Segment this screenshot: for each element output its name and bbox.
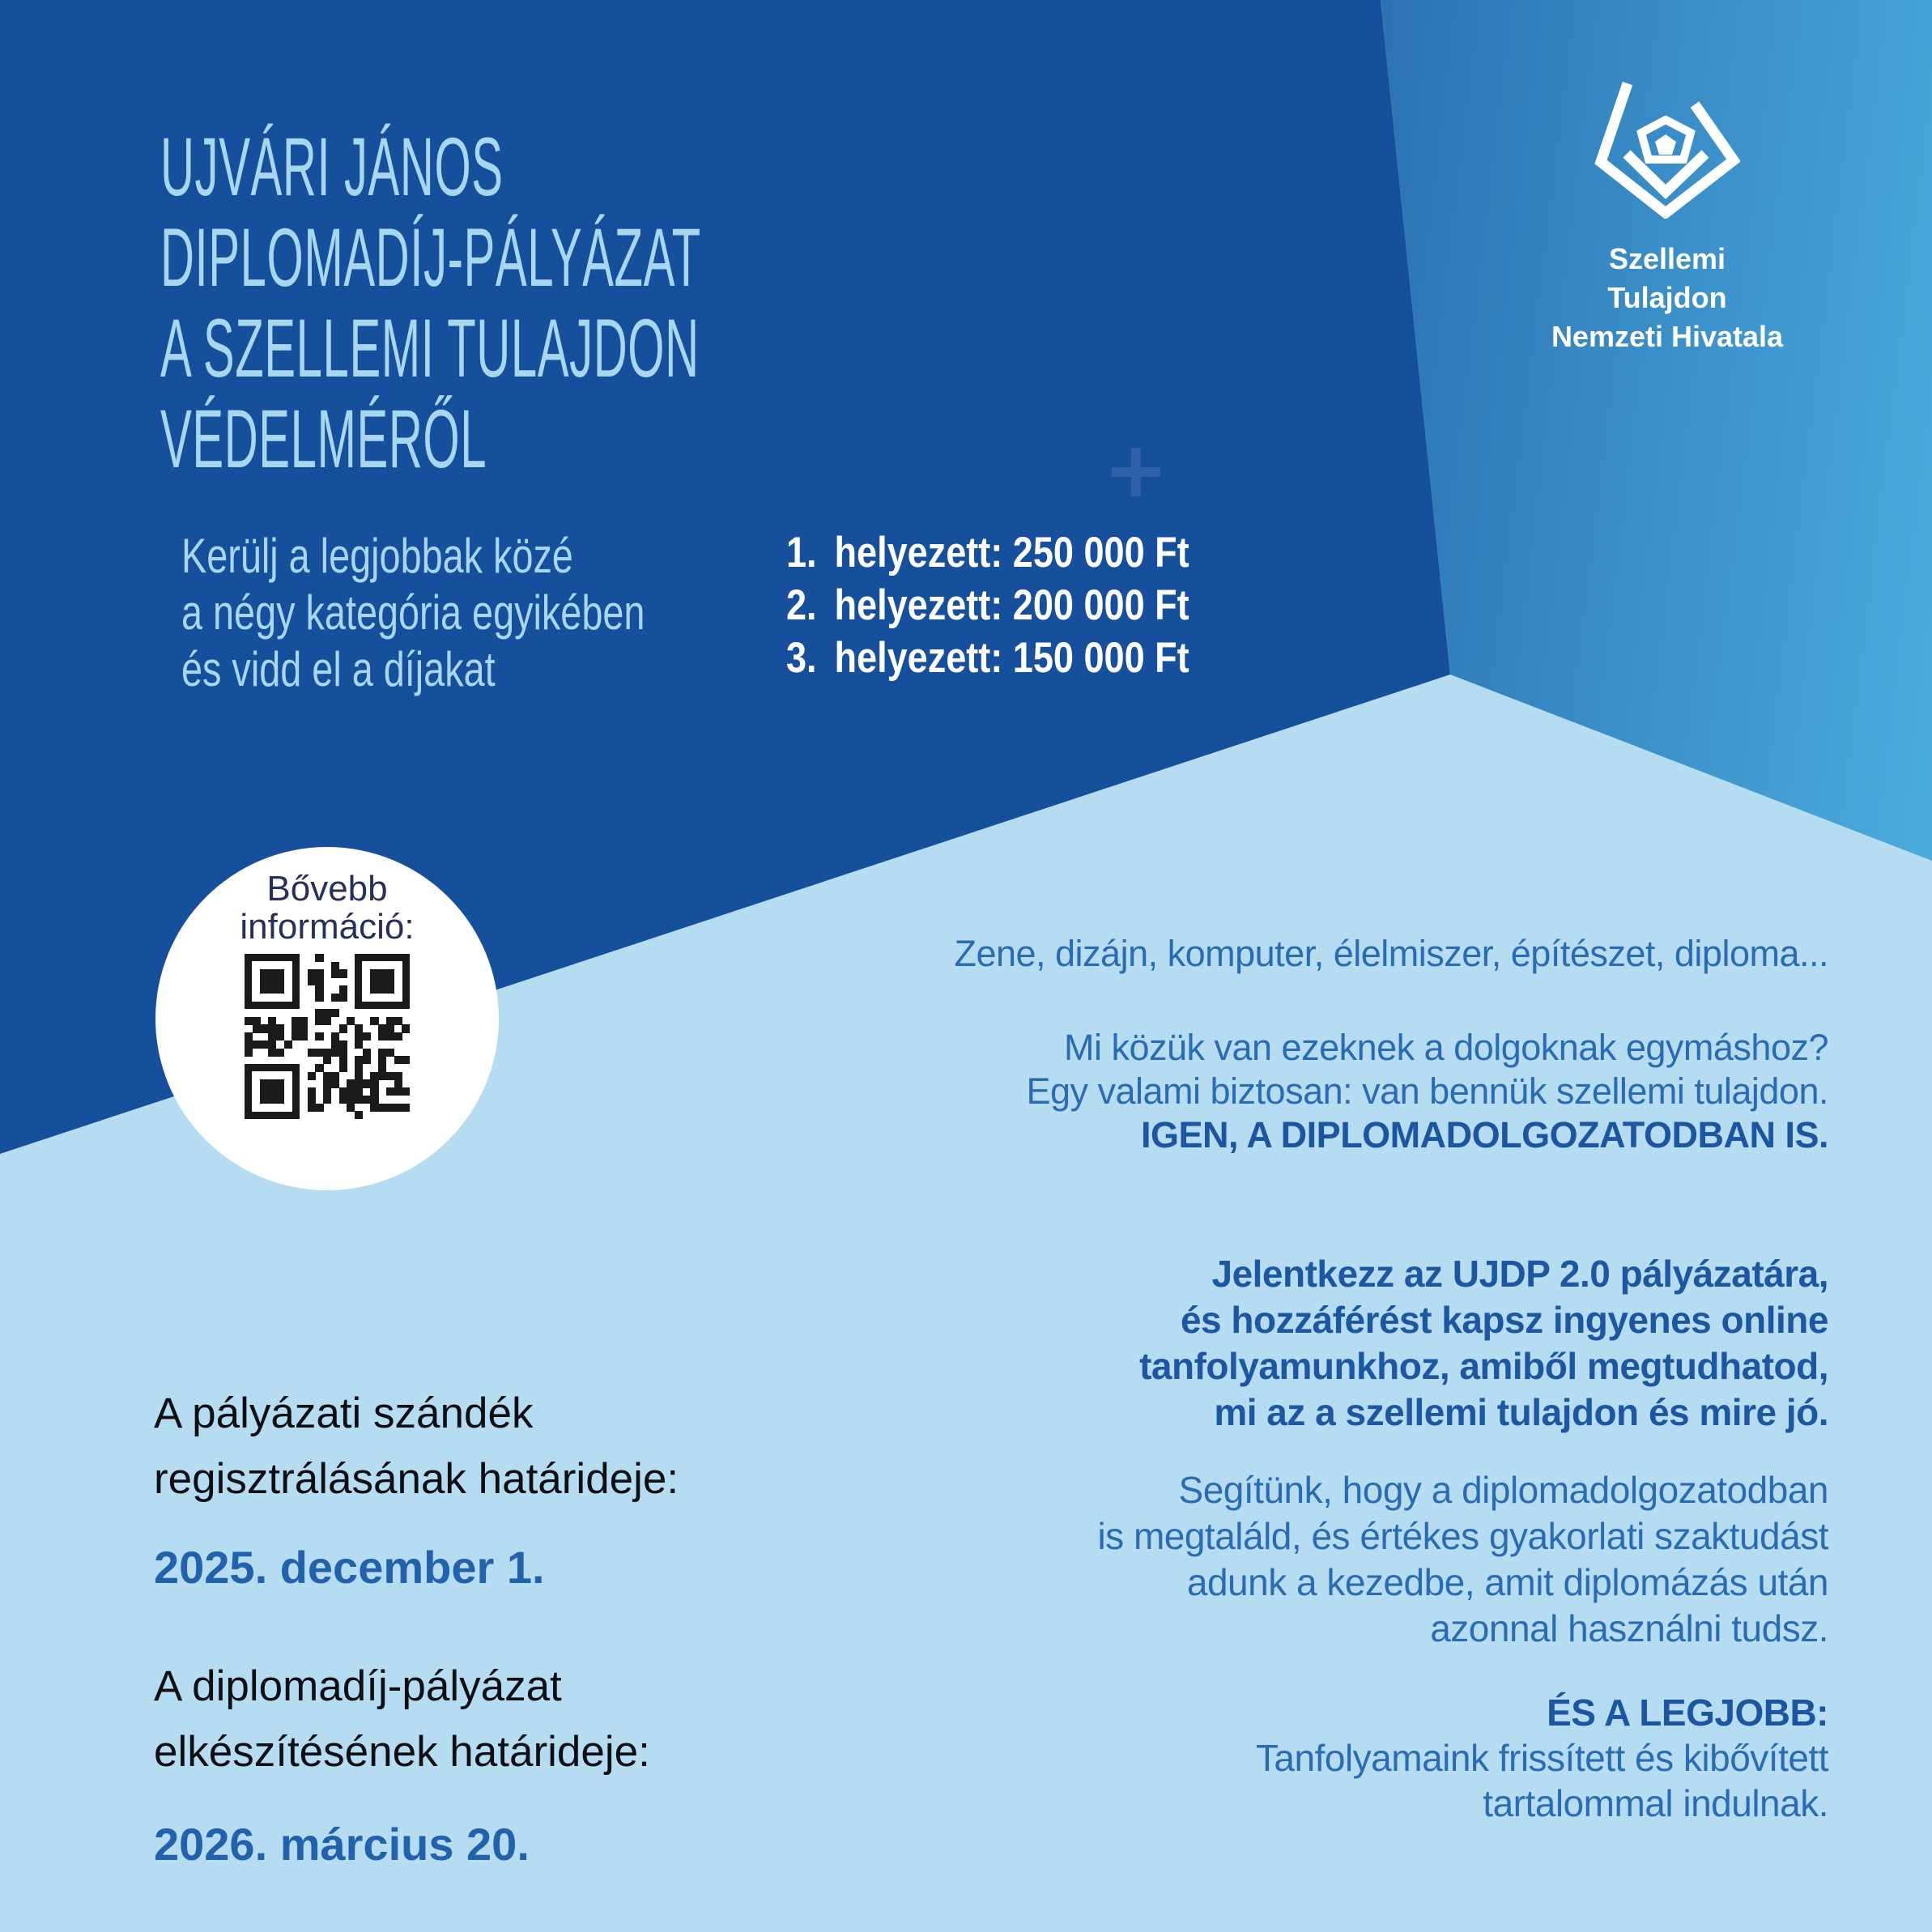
help-paragraph: [1097, 1467, 1828, 1652]
intro-lead-line: Zene, dizájn, komputer, élelmiszer, építészet, diploma...: [954, 933, 1828, 974]
org-name-line: Nemzeti Hivatala: [1551, 320, 1784, 353]
tagline-line: a négy kategória egyikében: [181, 585, 645, 640]
intro-body: [1026, 1026, 1828, 1157]
qr-label: [155, 847, 499, 946]
prize-rank: 3.: [786, 634, 817, 682]
prize-row: [786, 526, 1189, 579]
tagline: [181, 528, 750, 698]
org-logo-emblem: [1594, 79, 1740, 219]
submission-deadline-label: [154, 1653, 650, 1785]
prize-text: helyezett: 250 000 Ft: [834, 529, 1189, 577]
intro-lead: [954, 932, 1828, 976]
help-line: Segítünk, hogy a diplomadolgozatodban: [1178, 1469, 1828, 1511]
prize-row: [786, 632, 1189, 684]
prize-text: helyezett: 200 000 Ft: [834, 581, 1189, 629]
prize-rank: 2.: [786, 581, 817, 629]
deadline-label-line: regisztrálásának határideje:: [154, 1455, 679, 1503]
submission-deadline-date: 2026. március 20.: [154, 1819, 530, 1870]
org-name-line: Szellemi Tulajdon: [1607, 242, 1727, 314]
best-line: tartalommal indulnak.: [1483, 1782, 1828, 1824]
tagline-line: és vidd el a díjakat: [181, 642, 496, 696]
apply-paragraph: [1139, 1251, 1828, 1436]
qr-label-line: információ:: [240, 907, 415, 947]
registration-deadline-label: [154, 1381, 679, 1512]
help-line: is megtaláld, és értékes gyakorlati szaktudást: [1097, 1515, 1828, 1557]
apply-line: és hozzáférést kapsz ingyenes online: [1180, 1299, 1828, 1341]
registration-deadline-date: 2025. december 1.: [154, 1542, 545, 1593]
intro-line: Egy valami biztosan: van bennük szellemi tulajdon.: [1026, 1070, 1828, 1112]
deadline-label-line: A diplomadíj-pályázat: [154, 1662, 562, 1710]
deadline-label-line: A pályázati szándék: [154, 1389, 534, 1437]
org-name: [1546, 240, 1789, 356]
intro-emphasis-line: IGEN, A DIPLOMADOLGOZATODBAN IS.: [1141, 1114, 1828, 1155]
apply-line: Jelentkezz az UJDP 2.0 pályázatára,: [1211, 1253, 1828, 1295]
prize-text: helyezett: 150 000 Ft: [834, 634, 1189, 682]
best-heading: ÉS A LEGJOBB:: [1547, 1692, 1828, 1734]
qr-label-line: Bővebb: [266, 869, 388, 909]
org-logo: [1546, 79, 1789, 356]
poster-title: [160, 121, 853, 484]
tagline-line: Kerülj a legjobbak közé: [181, 529, 573, 583]
prize-list: [786, 526, 1189, 684]
poster-title-line: A SZELLEMI TULAJDON: [160, 302, 700, 394]
help-line: azonnal használni tudsz.: [1430, 1607, 1828, 1649]
qr-info-circle: [155, 847, 499, 1190]
best-line: Tanfolyamaink frissített és kibővített: [1255, 1737, 1828, 1779]
plus-icon: [1112, 448, 1160, 496]
best-paragraph: [1256, 1690, 1828, 1826]
prize-rank: 1.: [786, 529, 817, 577]
poster-title-line: UJVÁRI JÁNOS: [160, 121, 504, 213]
qr-code: [245, 954, 410, 1119]
deadline-label-line: elkészítésének határideje:: [154, 1728, 650, 1776]
prize-row: [786, 579, 1189, 632]
intro-line: Mi közük van ezeknek a dolgoknak egymáshoz?: [1063, 1027, 1828, 1068]
poster-title-line: VÉDELMÉRŐL: [160, 393, 487, 485]
help-line: adunk a kezedbe, amit diplomázás után: [1186, 1561, 1828, 1603]
apply-line: tanfolyamunkhoz, amiből megtudhatod,: [1139, 1345, 1828, 1387]
poster-title-line: DIPLOMADÍJ-PÁLYÁZAT: [160, 211, 701, 304]
apply-line: mi az a szellemi tulajdon és mire jó.: [1214, 1391, 1828, 1433]
